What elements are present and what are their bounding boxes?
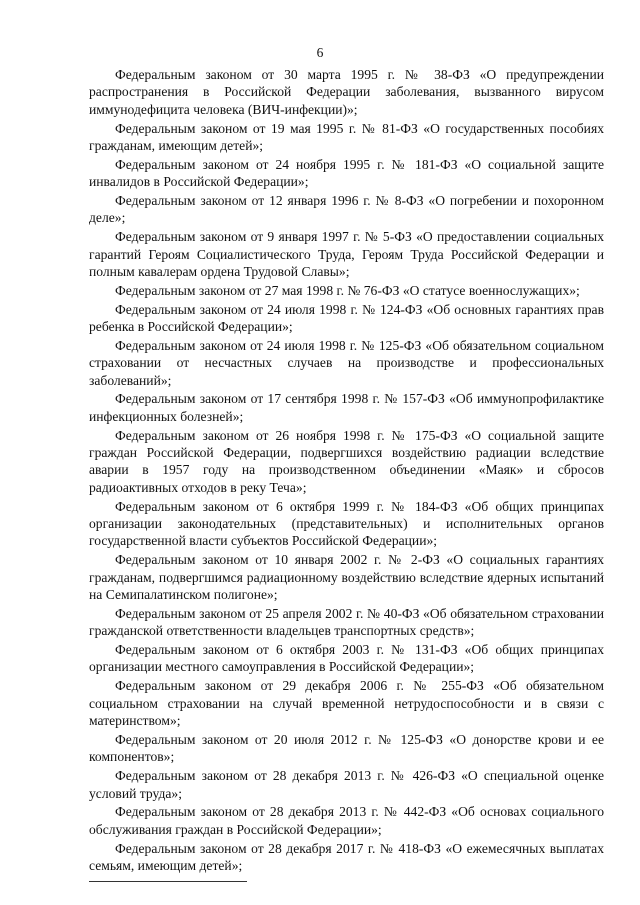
law-paragraph: Федеральным законом от 9 января 1997 г. № 5-ФЗ «О предоставлении социальных гарантий Героям Социалистического Труда, Героям Труда Российской Федерации и полным кавалерам ордена Трудовой Славы»; — [89, 229, 604, 280]
law-paragraph: Федеральным законом от 24 июля 1998 г. № 125-ФЗ «Об обязательном социальном страховании от несчастных случаев на производстве и профессиональных заболеваний»; — [89, 337, 604, 388]
document-body — [89, 66, 604, 876]
law-paragraph: Федеральным законом от 26 ноября 1998 г. № 175-ФЗ «О социальной защите граждан Российской Федерации, подвергшихся воздействию радиации вследствие аварии в 1957 году на производственном объединении «Маяк» и сбросов радиоактивных отходов в реку Теча»; — [89, 427, 604, 495]
footnote-divider — [89, 881, 247, 882]
page-number: 6 — [316, 45, 324, 60]
law-paragraph: Федеральным законом от 19 мая 1995 г. № 81-ФЗ «О государственных пособиях гражданам, имеющим детей»; — [89, 120, 604, 154]
law-paragraph: Федеральным законом от 29 декабря 2006 г. № 255-ФЗ «Об обязательном социальном страховании на случай временной нетрудоспособности и в связи с материнством»; — [89, 678, 604, 729]
law-paragraph: Федеральным законом от 28 декабря 2013 г. № 426-ФЗ «О специальной оценке условий труда»; — [89, 768, 604, 801]
law-paragraph: Федеральным законом от 25 апреля 2002 г. № 40-ФЗ «Об обязательном страховании гражданской ответственности владельцев транспортных средств»; — [89, 605, 604, 639]
law-paragraph: Федеральным законом от 30 марта 1995 г. № 38-ФЗ «О предупреждении распространения в Российской Федерации заболевания, вызванного вирусом иммунодефицита человека (ВИЧ-инфекции)»; — [89, 67, 604, 117]
law-paragraph: Федеральным законом от 28 декабря 2013 г. № 442-ФЗ «Об основах социального обслуживания граждан в Российской Федерации»; — [89, 804, 604, 837]
law-paragraph: Федеральным законом от 27 мая 1998 г. № 76-ФЗ «О статусе военнослужащих»; — [115, 282, 580, 298]
law-paragraph: Федеральным законом от 24 ноября 1995 г. № 181-ФЗ «О социальной защите инвалидов в Российской Федерации»; — [89, 156, 604, 190]
law-paragraph: Федеральным законом от 6 октября 2003 г. № 131-ФЗ «Об общих принципах организации местного самоуправления в Российской Федерации»; — [89, 642, 604, 675]
law-paragraph: Федеральным законом от 12 января 1996 г. № 8-ФЗ «О погребении и похоронном деле»; — [89, 193, 604, 226]
law-paragraph: Федеральным законом от 24 июля 1998 г. № 124-ФЗ «Об основных гарантиях прав ребенка в Российской Федерации»; — [89, 301, 604, 335]
law-paragraph: Федеральным законом от 10 января 2002 г. № 2-ФЗ «О социальных гарантиях гражданам, подвергшимся радиационному воздействию вследствие ядерных испытаний на Семипалатинском полигоне»; — [89, 552, 604, 603]
law-paragraph: Федеральным законом от 6 октября 1999 г. № 184-ФЗ «Об общих принципах организации законодательных (представительных) и исполнительных органов государственной власти субъектов Российской Федерации»; — [89, 498, 604, 549]
law-paragraph: Федеральным законом от 20 июля 2012 г. № 125-ФЗ «О донорстве крови и ее компонентов»; — [89, 731, 604, 765]
law-paragraph: Федеральным законом от 28 декабря 2017 г. № 418-ФЗ «О ежемесячных выплатах семьям, имеющим детей»; — [89, 840, 604, 873]
law-paragraph: Федеральным законом от 17 сентября 1998 г. № 157-ФЗ «Об иммунопрофилактике инфекционных болезней»; — [89, 391, 604, 424]
